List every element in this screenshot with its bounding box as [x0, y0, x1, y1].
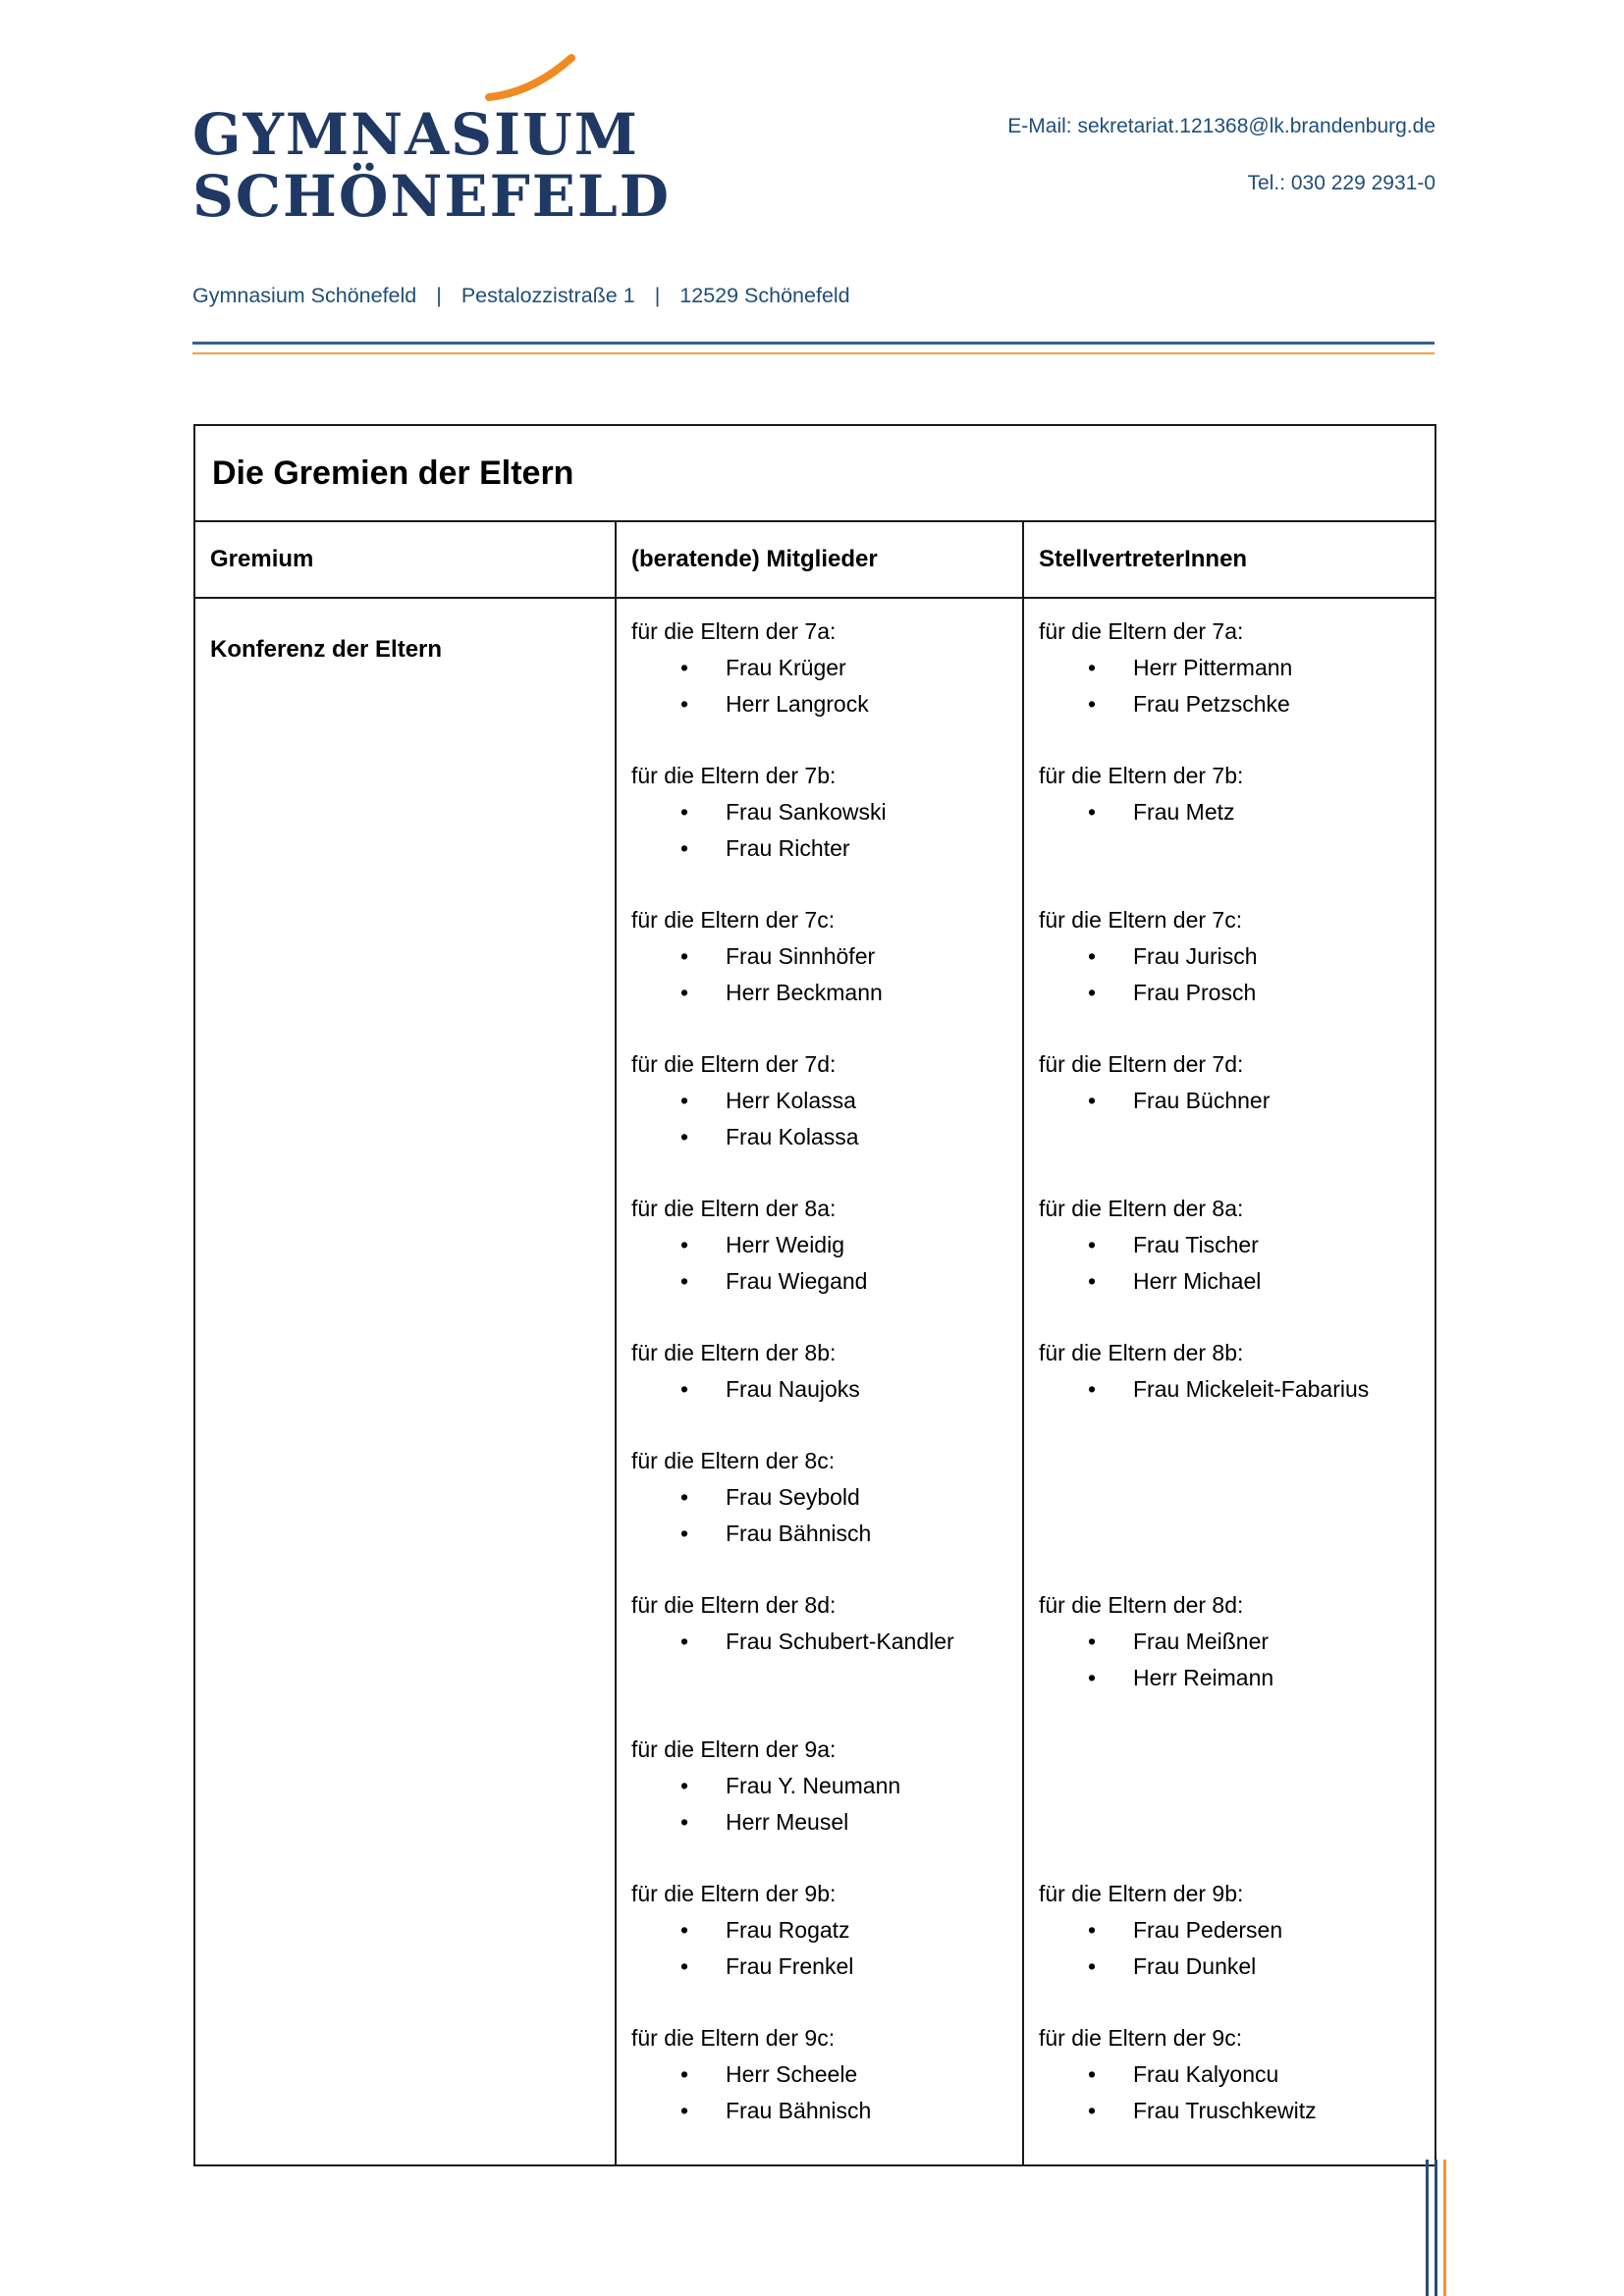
school-logo [192, 101, 672, 230]
person-name: • Frau Wiegand [680, 1263, 1016, 1300]
person-name: • Frau Truschkewitz [1088, 2093, 1429, 2129]
names-list [631, 794, 1016, 867]
person-name: • Frau Mickeleit-Fabarius [1088, 1371, 1429, 1408]
names-list [631, 1227, 1016, 1300]
class-entry-group [1039, 1443, 1429, 1587]
names-list [1039, 650, 1429, 722]
class-entry-group [1039, 902, 1429, 1046]
person-name: • Frau Bähnisch [680, 1516, 1016, 1552]
gremien-table [193, 424, 1436, 2166]
class-heading: für die Eltern der 7d: [631, 1051, 837, 1077]
person-name: • Frau Naujoks [680, 1371, 1016, 1408]
person-name: • Frau Büchner [1088, 1083, 1429, 1119]
person-name: • Frau Kalyoncu [1088, 2056, 1429, 2093]
class-heading: für die Eltern der 9a: [631, 1736, 837, 1762]
class-heading: für die Eltern der 8d: [1039, 1592, 1244, 1618]
person-name: • Herr Meusel [680, 1804, 1016, 1841]
address-part: 12529 Schönefeld [679, 284, 850, 307]
names-list [631, 938, 1016, 1011]
names-list [1039, 1624, 1429, 1696]
names-list [631, 1912, 1016, 1985]
class-entry-group [1039, 614, 1429, 758]
person-name: • Frau Dunkel [1088, 1949, 1429, 1985]
person-name: • Herr Pittermann [1088, 650, 1429, 686]
person-name: • Herr Michael [1088, 1263, 1429, 1300]
class-entry-group [631, 1191, 1016, 1335]
person-name: • Herr Weidig [680, 1227, 1016, 1263]
header-rule-orange [192, 352, 1435, 354]
phone-text: Tel.: 030 229 2931-0 [1247, 172, 1435, 194]
person-name: • Frau Petzschke [1088, 686, 1429, 722]
class-entry-group [1039, 758, 1429, 902]
class-entry-group [631, 1732, 1016, 1876]
footer-accent-lines [1426, 2160, 1446, 2296]
address-line [192, 284, 850, 308]
accent-bar-navy-2 [1435, 2160, 1437, 2296]
address-part: Gymnasium Schönefeld [192, 284, 417, 307]
class-heading: für die Eltern der 8d: [631, 1592, 837, 1618]
class-entry-group [1039, 1876, 1429, 2020]
table-header-row [194, 521, 1435, 598]
person-name: • Frau Seybold [680, 1479, 1016, 1516]
class-entry-group [631, 1335, 1016, 1443]
names-list [631, 1083, 1016, 1155]
class-heading: für die Eltern der 7d: [1039, 1051, 1244, 1077]
person-name: • Frau Prosch [1088, 975, 1429, 1011]
logo-text-line2: SCHÖNEFELD [192, 163, 672, 230]
person-name: • Frau Richter [680, 830, 1016, 867]
names-list [631, 1371, 1016, 1408]
class-entry-group [631, 1587, 1016, 1732]
class-entry-group [1039, 1732, 1429, 1876]
person-name: • Herr Langrock [680, 686, 1016, 722]
person-name: • Herr Reimann [1088, 1660, 1429, 1696]
class-heading: für die Eltern der 8b: [631, 1340, 837, 1365]
table-title: Die Gremien der Eltern [194, 425, 1435, 521]
class-entry-group [1039, 1191, 1429, 1335]
names-list [1039, 938, 1429, 1011]
table-title-row [194, 425, 1435, 521]
names-list [631, 2056, 1016, 2129]
names-list [1039, 1371, 1429, 1408]
person-name: • Frau Metz [1088, 794, 1429, 830]
person-name: • Frau Schubert-Kandler [680, 1624, 1016, 1660]
person-name: • Herr Beckmann [680, 975, 1016, 1011]
class-entry-group [631, 2020, 1016, 2164]
names-list [631, 1479, 1016, 1552]
address-part: Pestalozzistraße 1 [460, 284, 635, 307]
class-entry-group [1039, 1046, 1429, 1191]
person-name: • Frau Jurisch [1088, 938, 1429, 975]
names-list [631, 1624, 1016, 1660]
class-heading: für die Eltern der 9c: [1039, 2025, 1243, 2051]
names-list [1039, 794, 1429, 830]
class-entry-group [631, 902, 1016, 1046]
class-heading: für die Eltern der 7b: [1039, 763, 1244, 788]
class-heading: für die Eltern der 8c: [631, 1448, 836, 1473]
table-data-row [194, 598, 1435, 2165]
class-heading: für die Eltern der 7a: [631, 618, 837, 644]
accent-bar-orange [1443, 2160, 1446, 2296]
names-list [1039, 1083, 1429, 1119]
stellvertreter-cell [1023, 598, 1435, 2165]
class-heading: für die Eltern der 9b: [1039, 1881, 1244, 1906]
person-name: • Frau Kolassa [680, 1119, 1016, 1155]
gremium-name: Konferenz der Eltern [194, 598, 616, 2165]
header-rule-blue [192, 342, 1435, 345]
person-name: • Frau Pedersen [1088, 1912, 1429, 1949]
address-separator: | [436, 284, 442, 307]
class-heading: für die Eltern der 8a: [1039, 1196, 1244, 1221]
class-heading: für die Eltern der 7a: [1039, 618, 1244, 644]
class-entry-group [631, 614, 1016, 758]
names-list [1039, 1912, 1429, 1985]
email-text: E-Mail: sekretariat.121368@lk.brandenburg.de [1007, 115, 1435, 137]
class-entry-group [631, 1876, 1016, 2020]
person-name: • Frau Meißner [1088, 1624, 1429, 1660]
person-name: • Frau Sinnhöfer [680, 938, 1016, 975]
class-heading: für die Eltern der 7c: [1039, 907, 1243, 933]
address-separator: | [654, 284, 661, 307]
class-entry-group [631, 758, 1016, 902]
class-heading: für die Eltern der 9b: [631, 1881, 837, 1906]
class-entry-group [631, 1443, 1016, 1587]
accent-bar-navy-1 [1426, 2160, 1429, 2296]
class-heading: für die Eltern der 8a: [631, 1196, 837, 1221]
person-name: • Frau Krüger [680, 650, 1016, 686]
contact-block [1007, 114, 1435, 196]
person-name: • Frau Sankowski [680, 794, 1016, 830]
class-heading: für die Eltern der 9c: [631, 2025, 836, 2051]
class-entry-group [1039, 1335, 1429, 1443]
logo-text-line1: GYMNASIUM [192, 101, 639, 168]
class-heading: für die Eltern der 7c: [631, 907, 836, 933]
person-name: • Frau Rogatz [680, 1912, 1016, 1949]
column-header-stellvertreter: StellvertreterInnen [1023, 521, 1435, 598]
person-name: • Herr Scheele [680, 2056, 1016, 2093]
class-heading: für die Eltern der 8b: [1039, 1340, 1244, 1365]
mitglieder-cell [616, 598, 1023, 2165]
logo-swoosh-icon [483, 53, 577, 109]
names-list [1039, 2056, 1429, 2129]
class-entry-group [631, 1046, 1016, 1191]
class-entry-group [1039, 2020, 1429, 2164]
person-name: • Herr Kolassa [680, 1083, 1016, 1119]
names-list [631, 650, 1016, 722]
person-name: • Frau Y. Neumann [680, 1768, 1016, 1804]
column-header-gremium: Gremium [194, 521, 616, 598]
class-entry-group [1039, 1587, 1429, 1732]
names-list [1039, 1227, 1429, 1300]
column-header-mitglieder: (beratende) Mitglieder [616, 521, 1023, 598]
person-name: • Frau Tischer [1088, 1227, 1429, 1263]
class-heading: für die Eltern der 7b: [631, 763, 837, 788]
names-list [631, 1768, 1016, 1841]
person-name: • Frau Frenkel [680, 1949, 1016, 1985]
person-name: • Frau Bähnisch [680, 2093, 1016, 2129]
